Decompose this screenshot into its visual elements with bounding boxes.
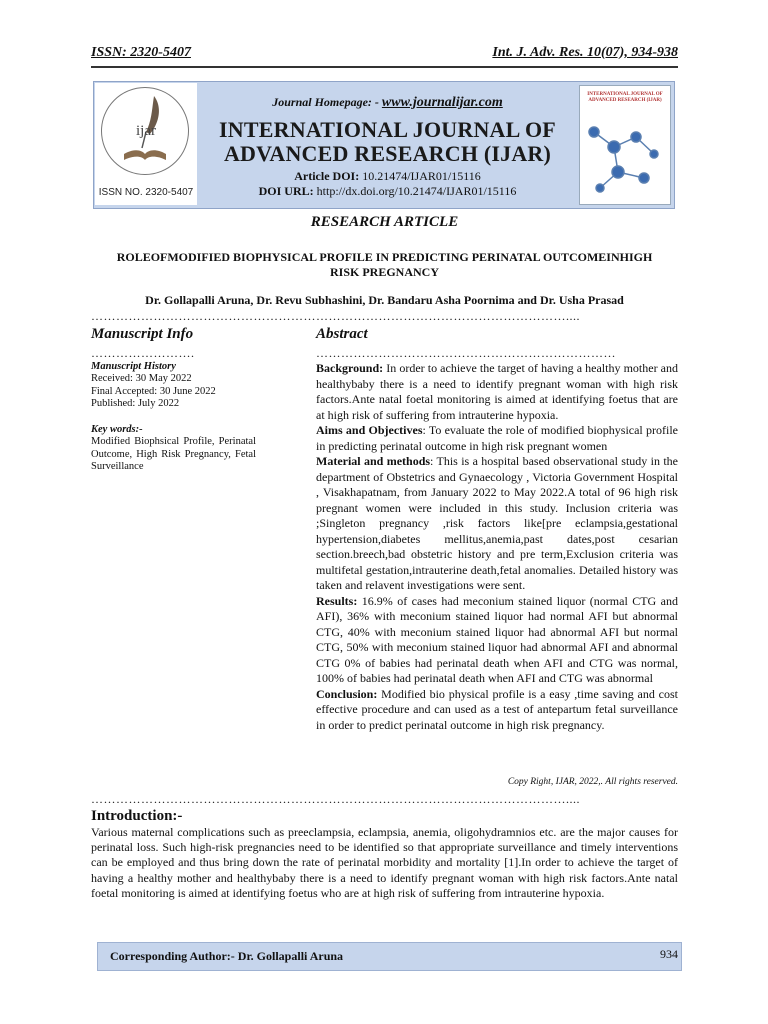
logo-issn: ISSN NO. 2320-5407 <box>98 187 194 198</box>
introduction-text: Various maternal complications such as preeclampsia, eclampsia, anemia, oligohydramnios etc. are the major causes for perinatal loss. Such high-risk pregnancies need to be identified so that appropriate surveillance and timely interventions can be employed and thus bring down the rate of perinatal morbidity and mortality [1].In order to achieve the target of having a healthy mother and healthybaby there is a need to identify pregnant woman with high risk factors.Ante natal foetal monitoring is aimed at identifying foetus who are at high risk of suffering from intrauterine hypoxia. <box>91 825 678 900</box>
homepage-label: Journal Homepage: - <box>272 95 379 109</box>
keywords-text: Modified Biophsical Profile, Perinatal Outcome, High Risk Pregnancy, Fetal Surveillance <box>91 436 256 473</box>
separator-right: ……………………………………………………………… <box>316 346 616 360</box>
copyright-notice: Copy Right, IJAR, 2022,. All rights reserved. <box>507 777 678 787</box>
author-list: Dr. Gollapalli Aruna, Dr. Revu Subhashini, Dr. Bandaru Asha Poornima and Dr. Usha Prasad <box>145 293 624 307</box>
results-label: Results: <box>316 593 358 608</box>
homepage-link[interactable]: www.journalijar.com <box>381 95 503 110</box>
abstract-conclusion <box>316 687 678 734</box>
doi-url-label: DOI URL: <box>258 184 314 198</box>
manuscript-info-heading: Manuscript Info <box>91 326 194 342</box>
abstract-body <box>316 361 678 733</box>
methods-text: : This is a hospital based observational study in the department of Obstetrics and Gynaecology , Victoria Government Hospital , Visakhapatnam, from January 2022 to May 2022.A total of 96 high risk pregnant women were included in this study. Inclusion criteria was ;Singleton pregnancy ,risk factors like[pre eclampsia,gestational hypertension,diabetes mellitus,anemia,past dates,post cesarian section.breech,bad obstetric history and pre term,Exclusion criteria was multifetal gestation,intrauterine death,fetal anomalies. Detailed history was taken and relavent investigations were sent. <box>316 454 679 592</box>
abstract-methods <box>316 454 678 594</box>
article-title-line1: ROLEOFMODIFIED BIOPHYSICAL PROFILE IN PREDICTING PERINATAL OUTCOMEINHIGH <box>116 250 653 264</box>
background-label: Background: <box>316 361 384 375</box>
abstract-results <box>316 594 678 687</box>
published-date: Published: July 2022 <box>91 397 180 409</box>
article-title <box>91 250 678 280</box>
logo-text: ijar <box>136 123 156 139</box>
abstract-background <box>316 361 678 423</box>
history-label: Manuscript History <box>91 361 176 372</box>
journal-name-line1: INTERNATIONAL JOURNAL OF <box>219 117 556 142</box>
received-date: Received: 30 May 2022 <box>91 373 192 385</box>
page-number: 934 <box>660 947 678 961</box>
introduction-heading: Introduction:- <box>91 808 183 824</box>
doi-url-link[interactable]: http://dx.doi.org/10.21474/IJAR01/15116 <box>316 184 517 198</box>
aims-text: : To evaluate the role of modified biophysical profile in predicting perinatal outcome in high risk pregnant women <box>316 423 679 453</box>
doi-value: 10.21474/IJAR01/15116 <box>362 169 481 183</box>
corresponding-author-box <box>97 942 682 971</box>
running-header <box>91 45 678 61</box>
separator-top: …………………………………………………………………………………………………….... <box>91 309 580 323</box>
abstract-aims <box>316 423 678 454</box>
journal-name-line2: ADVANCED RESEARCH (IJAR) <box>223 141 552 166</box>
citation-label: Int. J. Adv. Res. 10(07), 934-938 <box>492 45 678 60</box>
doi-block <box>200 169 575 199</box>
journal-logo <box>95 83 197 205</box>
homepage-line <box>200 95 575 111</box>
article-type: RESEARCH ARTICLE <box>310 214 459 230</box>
separator-bottom: …………………………………………………………………………………………………….... <box>91 792 580 806</box>
keywords-label: Key words:- <box>91 424 143 436</box>
article-title-line2: RISK PREGNANCY <box>329 265 439 279</box>
header-rule <box>91 66 678 68</box>
cover-title: INTERNATIONAL JOURNAL OF ADVANCED RESEARCH (IJAR) <box>587 92 663 103</box>
abstract-heading: Abstract <box>316 326 368 342</box>
doi-label: Article DOI: <box>294 169 360 183</box>
background-text: In order to achieve the target of having a healthy mother and healthybaby there is a need to identify pregnant woman with high risk factors.Ante natal foetal monitoring is aimed at identifying foetus that are at high risk of suffering from intrauterine hypoxia. <box>316 361 678 422</box>
separator-left: ……………………. <box>91 346 195 360</box>
molecule-icon <box>584 112 666 200</box>
journal-name <box>200 118 575 166</box>
conclusion-text: Modified bio physical profile is a easy ,time saving and cost effective procedure and can used as a test of antepartum fetal surveillance in order to predict perinatal outcome in high risk pregnancy. <box>316 686 678 732</box>
conclusion-label: Conclusion: <box>316 686 378 701</box>
issn-label: ISSN: 2320-5407 <box>91 45 191 60</box>
manuscript-info <box>91 361 256 473</box>
methods-label: Material and methods <box>316 454 431 468</box>
corresponding-author: Corresponding Author:- Dr. Gollapalli Aruna <box>110 949 344 963</box>
journal-cover-image <box>579 85 671 205</box>
accepted-date: Final Accepted: 30 June 2022 <box>91 385 216 397</box>
aims-label: Aims and Objectives <box>316 423 423 437</box>
results-text: 16.9% of cases had meconium stained liquor (normal CTG and AFI), 36% with meconium stained liquor had normal AFI but abnormal CTG, 40% with meconium stained liquor had abnormal AFI but normal CTG, 50% with meconium stained liquor had abnormal AFI and abnormal CTG 0% of babies had perinatal death when AFI and CTG was normal, 100% of babies had perinatal death when AFI and CTG was abnormal <box>316 593 678 685</box>
